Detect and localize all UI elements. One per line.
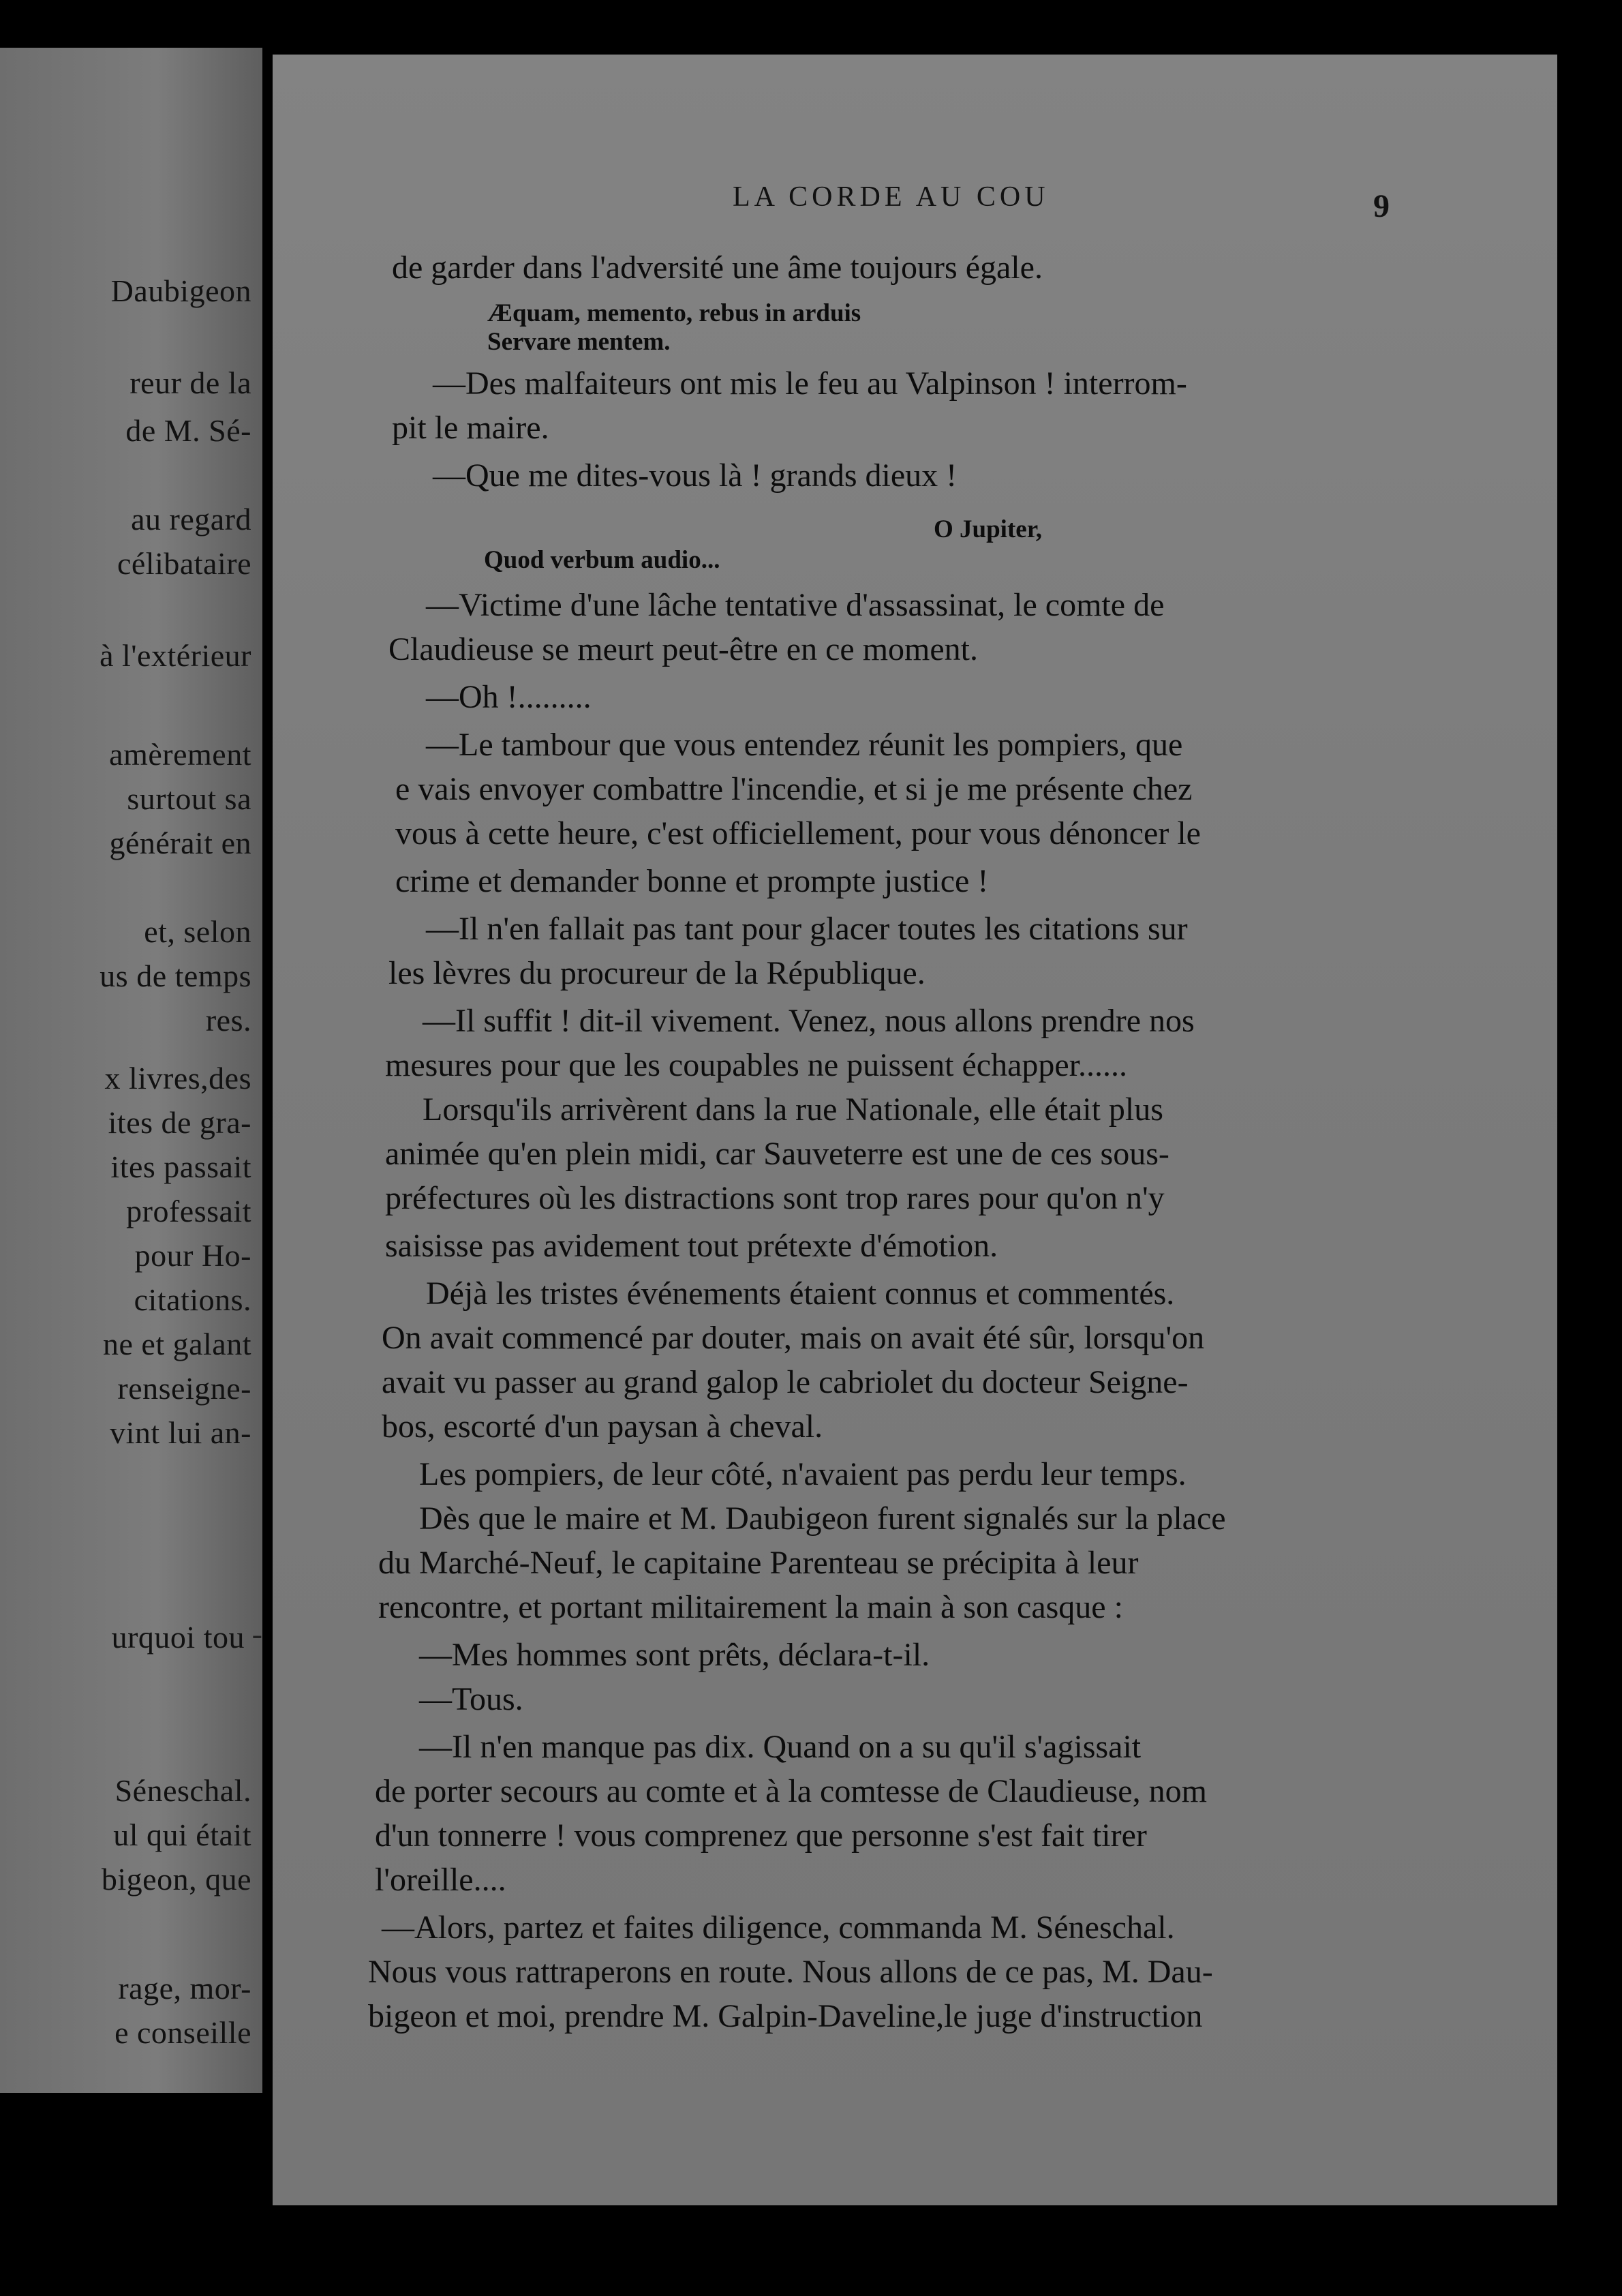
left-page-fragment <box>0 48 262 2093</box>
text-line: pit le maire. <box>392 410 549 446</box>
text-line: rencontre, et portant militairement la main à son casque : <box>378 1589 1123 1625</box>
left-page-line: Séneschal. <box>114 1773 251 1808</box>
text-line: Déjà les tristes événements étaient connus et commentés. <box>426 1275 1175 1312</box>
text-line: —Il suffit ! dit-il vivement. Venez, nous allons prendre nos <box>423 1003 1195 1039</box>
text-line: animée qu'en plein midi, car Sauveterre est une de ces sous- <box>385 1136 1169 1172</box>
left-page-line: à l'extérieur <box>100 638 251 673</box>
text-line: —Alors, partez et faites diligence, commanda M. Séneschal. <box>382 1909 1175 1946</box>
text-line: —Il n'en fallait pas tant pour glacer toutes les citations sur <box>426 911 1188 947</box>
left-page-line: de M. Sé- <box>125 413 251 448</box>
text-line: e vais envoyer combattre l'incendie, et si je me présente chez <box>395 771 1193 807</box>
latin-verse: Quod verbum audio... <box>484 546 720 574</box>
left-page-line: ul qui était <box>113 1817 251 1852</box>
left-page-line: renseigne- <box>117 1371 251 1406</box>
text-line: —Mes hommes sont prêts, déclara-t-il. <box>419 1637 930 1673</box>
text-line: —Le tambour que vous entendez réunit les pompiers, que <box>426 727 1183 763</box>
text-line: avait vu passer au grand galop le cabriolet du docteur Seigne- <box>382 1364 1189 1400</box>
text-line: Les pompiers, de leur côté, n'avaient pas perdu leur temps. <box>419 1456 1187 1492</box>
text-line: du Marché-Neuf, le capitaine Parenteau se précipita à leur <box>378 1545 1139 1581</box>
text-line: —Tous. <box>419 1681 523 1717</box>
left-page-line: urquoi tou <box>111 1620 245 1655</box>
text-line: l'oreille.... <box>375 1862 506 1898</box>
page-number: 9 <box>1373 188 1390 224</box>
text-line: —Que me dites-vous là ! grands dieux ! <box>433 457 958 494</box>
text-line: —Victime d'une lâche tentative d'assassinat, le comte de <box>426 587 1165 623</box>
text-line: de porter secours au comte et à la comtesse de Claudieuse, nom <box>375 1773 1207 1809</box>
text-line: Lorsqu'ils arrivèrent dans la rue Nationale, elle était plus <box>423 1091 1163 1128</box>
running-title: LA CORDE AU COU <box>733 181 1050 213</box>
left-page-line: professait <box>126 1194 251 1228</box>
left-page-line: amèrement <box>109 737 251 772</box>
left-page-line: générait en <box>109 826 251 860</box>
left-page-line: surtout sa <box>127 781 251 816</box>
left-page-line: et, selon <box>144 914 251 949</box>
text-line: d'un tonnerre ! vous comprenez que personne s'est fait tirer <box>375 1817 1147 1854</box>
left-page-line: ne et galant <box>102 1327 251 1361</box>
text-line: crime et demander bonne et prompte justice ! <box>395 863 989 899</box>
left-page-line: res. <box>205 1003 251 1038</box>
text-line: préfectures où les distractions sont trop rares pour qu'on n'y <box>385 1180 1165 1216</box>
text-line: —Oh !......... <box>426 679 592 715</box>
left-page-line: rage, mor- <box>118 1971 251 2006</box>
left-page-line: ites de gra- <box>108 1105 251 1140</box>
left-page-line: citations. <box>134 1282 251 1317</box>
left-page-line: célibataire <box>117 546 251 581</box>
left-page-line: Daubigeon <box>110 273 251 308</box>
left-page-line: us de temps <box>100 958 251 993</box>
latin-verse: Servare mentem. <box>487 328 671 356</box>
left-page-line: bigeon, que <box>101 1862 251 1897</box>
left-page-line: vint lui an- <box>110 1415 251 1450</box>
text-line: Nous vous rattraperons en route. Nous allons de ce pas, M. Dau- <box>368 1954 1213 1990</box>
text-line: —Il n'en manque pas dix. Quand on a su qu'il s'agissait <box>419 1729 1142 1765</box>
text-line: Claudieuse se meurt peut-être en ce moment. <box>388 631 979 667</box>
text-line: bos, escorté d'un paysan à cheval. <box>382 1408 823 1445</box>
left-page-line: e conseille <box>114 2015 251 2050</box>
text-line: mesures pour que les coupables ne puissent échapper...... <box>385 1047 1128 1083</box>
text-line: —Des malfaiteurs ont mis le feu au Valpinson ! interrom- <box>433 365 1187 402</box>
text-line: de garder dans l'adversité une âme toujours égale. <box>392 250 1043 286</box>
left-page-line: au regard <box>131 502 251 537</box>
text-line: bigeon et moi, prendre M. Galpin-Daveline,le juge d'instruction <box>368 1998 1203 2034</box>
latin-verse: Æquam, memento, rebus in arduis <box>487 299 861 327</box>
text-line: Dès que le maire et M. Daubigeon furent signalés sur la place <box>419 1500 1226 1537</box>
text-line: On avait commencé par douter, mais on avait été sûr, lorsqu'on <box>382 1320 1205 1356</box>
left-page-line: x livres,des <box>104 1061 251 1096</box>
text-line: les lèvres du procureur de la République. <box>388 955 925 991</box>
text-line: vous à cette heure, c'est officiellement, pour vous dénoncer le <box>395 815 1201 851</box>
latin-verse: O Jupiter, <box>934 515 1042 543</box>
left-page-line: ites passait <box>110 1149 251 1184</box>
left-page-line: pour Ho- <box>134 1238 251 1273</box>
text-line: saisisse pas avidement tout prétexte d'émotion. <box>385 1228 998 1264</box>
left-page-line: reur de la <box>129 365 251 400</box>
left-page-dash: - <box>251 1616 262 1651</box>
